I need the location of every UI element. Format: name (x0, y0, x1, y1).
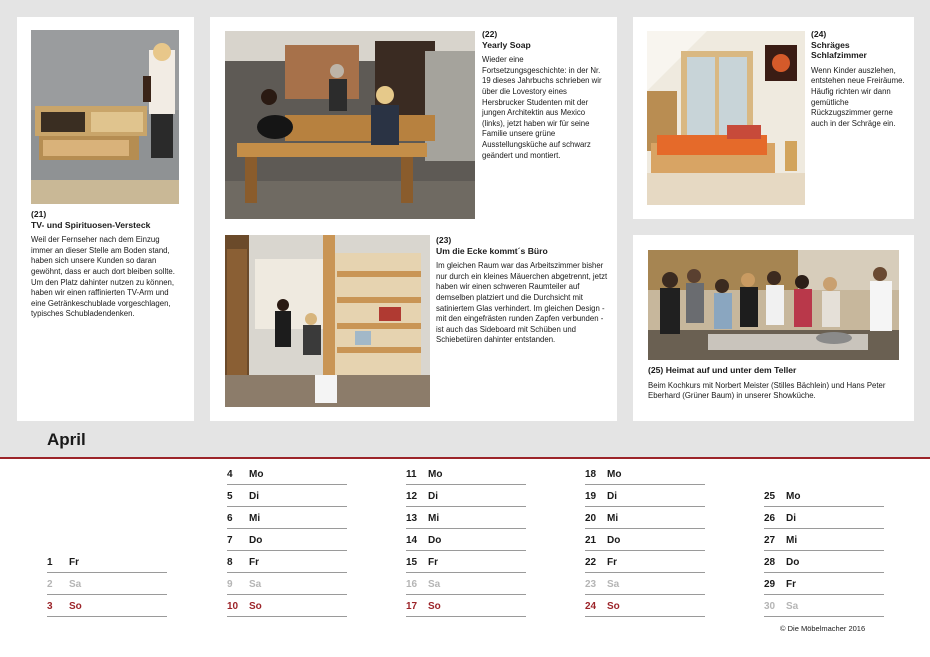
copyright-notice: © Die Möbelmacher 2016 (780, 624, 866, 633)
day-number: 18 (585, 469, 597, 480)
weekday-abbrev: Do (607, 535, 621, 546)
weekday-abbrev: Sa (249, 579, 262, 590)
caption-21 (31, 209, 181, 320)
calendar-day-10 (227, 597, 347, 617)
day-number: 16 (406, 579, 418, 590)
weekday-abbrev: Do (786, 557, 800, 568)
entry-title (648, 365, 903, 376)
day-number: 30 (764, 601, 776, 612)
calendar-day-16 (406, 575, 526, 595)
calendar-day-28 (764, 553, 884, 573)
day-number: 22 (585, 557, 597, 568)
weekday-abbrev: Mo (249, 469, 264, 480)
weekday-abbrev: Mo (786, 491, 801, 502)
calendar-day-26 (764, 509, 884, 529)
entry-number: (23) (436, 235, 452, 245)
calendar-day-4 (227, 465, 347, 485)
month-title: April (47, 430, 86, 449)
day-number: 10 (227, 601, 239, 612)
calendar-day-19 (585, 487, 705, 507)
day-number: 26 (764, 513, 776, 524)
weekday-abbrev: Fr (786, 579, 796, 590)
calendar-day-23 (585, 575, 705, 595)
caption-25 (648, 365, 903, 402)
day-number: 3 (47, 601, 53, 612)
weekday-abbrev: Mo (428, 469, 443, 480)
calendar-day-5 (227, 487, 347, 507)
day-number: 7 (227, 535, 233, 546)
day-number: 15 (406, 557, 418, 568)
entry-title: Um die Ecke kommt´s Büro (436, 245, 548, 256)
day-number: 20 (585, 513, 597, 524)
day-number: 9 (227, 579, 233, 590)
weekday-abbrev: Fr (249, 557, 259, 568)
calendar-day-25 (764, 487, 884, 507)
calendar-day-30 (764, 597, 884, 617)
entry-title: Schräges Schlafzimmer (811, 39, 867, 61)
calendar-day-22 (585, 553, 705, 573)
day-number: 14 (406, 535, 418, 546)
photo-kitchen (225, 31, 475, 219)
day-number: 11 (406, 469, 417, 480)
card-entry-25 (633, 235, 914, 421)
weekday-abbrev: Di (786, 513, 796, 524)
weekday-abbrev: So (607, 601, 620, 612)
day-number: 13 (406, 513, 418, 524)
weekday-abbrev: Sa (69, 579, 82, 590)
entry-text: Beim Kochkurs mit Norbert Meister (Stilles Bächlein) und Hans Peter Eberhard (Grüner Baum) in unserer Showküche. (648, 380, 886, 401)
caption-22 (482, 29, 607, 161)
calendar-day-8 (227, 553, 347, 573)
calendar-day-24 (585, 597, 705, 617)
entry-title: Yearly Soap (482, 39, 531, 50)
calendar-day-18 (585, 465, 705, 485)
weekday-abbrev: Mo (607, 469, 622, 480)
calendar-day-15 (406, 553, 526, 573)
calendar-day-29 (764, 575, 884, 595)
weekday-abbrev: Di (428, 491, 438, 502)
weekday-abbrev: Mi (249, 513, 261, 524)
weekday-abbrev: So (249, 601, 262, 612)
weekday-abbrev: Sa (786, 601, 799, 612)
entry-text: Im gleichen Raum war das Arbeitszimmer bisher nur durch ein kleines Mäuerchen abgetrennt, jetzt haben wir einen schweren Raumteiler auf demselben platziert und die Durchsicht mit satiniertem Glas verhindert. Im gleichen Design - mit den eingefrästen runden Zapfen verbunden - ist auch das Sideboard mit Schüben und Schiebetüren dahinter entstanden. (436, 261, 608, 345)
day-number: 21 (585, 535, 597, 546)
weekday-abbrev: So (69, 601, 82, 612)
entry-title-text: Heimat auf und unter dem Teller (665, 365, 797, 375)
calendar-day-6 (227, 509, 347, 529)
entry-title: TV- und Spirituosen-Versteck (31, 219, 151, 230)
weekday-abbrev: Do (249, 535, 263, 546)
weekday-abbrev: Mi (786, 535, 798, 546)
weekday-abbrev: Fr (607, 557, 617, 568)
day-number: 29 (764, 579, 776, 590)
entry-text: Wieder eine Fortsetzungsgeschichte: in der Nr. 19 dieses Jahrbuchs schrieben wir über die Lovestory eines Hersbrucker Studenten mit der jungen Architektin aus Mexico (links), jetzt haben wir für seine Familie unsere grüne Ausstellungsküche auf schwarz geändert und montiert. (482, 55, 602, 160)
month-divider (0, 457, 930, 459)
day-number: 28 (764, 557, 776, 568)
weekday-abbrev: Fr (428, 557, 438, 568)
day-number: 24 (585, 601, 597, 612)
entry-number: (21) (31, 209, 47, 219)
entry-number: (25) (648, 365, 664, 375)
day-number: 6 (227, 513, 233, 524)
photo-cooking-class (648, 250, 899, 360)
weekday-abbrev: Mi (607, 513, 619, 524)
day-number: 25 (764, 491, 776, 502)
calendar-day-20 (585, 509, 705, 529)
weekday-abbrev: Di (249, 491, 259, 502)
entry-text: Weil der Fernseher nach dem Einzug immer an dieser Stelle am Boden stand, haben sich unsere Kunden so daran gewöhnt, dass er auch dort bleiben sollte. Um den Platz dahinter nutzen zu können, haben wir einen raffinierten TV-Arm und eine Getränkeschublade vorgeschlagen, typisches Schubladendenken. (31, 235, 175, 319)
day-number: 23 (585, 579, 597, 590)
entry-text: Wenn Kinder auszlehen, entstehen neue Freiräume. Häufig richten wir dann gemütliche Rückzugszimmer gerne auch in der Schräge ein. (811, 65, 905, 128)
calendar-day-3 (47, 597, 167, 617)
calendar-day-11 (406, 465, 526, 485)
weekday-abbrev: Sa (428, 579, 441, 590)
calendar-day-9 (227, 575, 347, 595)
calendar-day-13 (406, 509, 526, 529)
weekday-abbrev: Sa (607, 579, 620, 590)
photo-tv-cabinet (31, 30, 179, 204)
day-number: 27 (764, 535, 776, 546)
calendar-day-21 (585, 531, 705, 551)
card-entry-24 (633, 17, 914, 219)
entry-number: (24) (811, 29, 827, 39)
calendar-day-2 (47, 575, 167, 595)
day-number: 17 (406, 601, 418, 612)
entry-number: (22) (482, 29, 498, 39)
weekday-abbrev: Di (607, 491, 617, 502)
card-entry-22-23 (210, 17, 617, 421)
weekday-abbrev: Fr (69, 557, 79, 568)
day-number: 1 (47, 557, 53, 568)
day-number: 5 (227, 491, 233, 502)
caption-23 (436, 235, 608, 346)
day-number: 2 (47, 579, 53, 590)
calendar-day-14 (406, 531, 526, 551)
weekday-abbrev: So (428, 601, 441, 612)
calendar-day-7 (227, 531, 347, 551)
calendar-day-17 (406, 597, 526, 617)
weekday-abbrev: Mi (428, 513, 440, 524)
calendar-day-1 (47, 553, 167, 573)
calendar-day-27 (764, 531, 884, 551)
day-number: 12 (406, 491, 418, 502)
photo-attic-bedroom (647, 31, 805, 205)
day-number: 4 (227, 469, 233, 480)
caption-24 (811, 29, 907, 129)
day-number: 8 (227, 557, 233, 568)
weekday-abbrev: Do (428, 535, 442, 546)
calendar-day-12 (406, 487, 526, 507)
photo-office-divider (225, 235, 430, 407)
card-entry-21 (17, 17, 194, 421)
day-number: 19 (585, 491, 597, 502)
